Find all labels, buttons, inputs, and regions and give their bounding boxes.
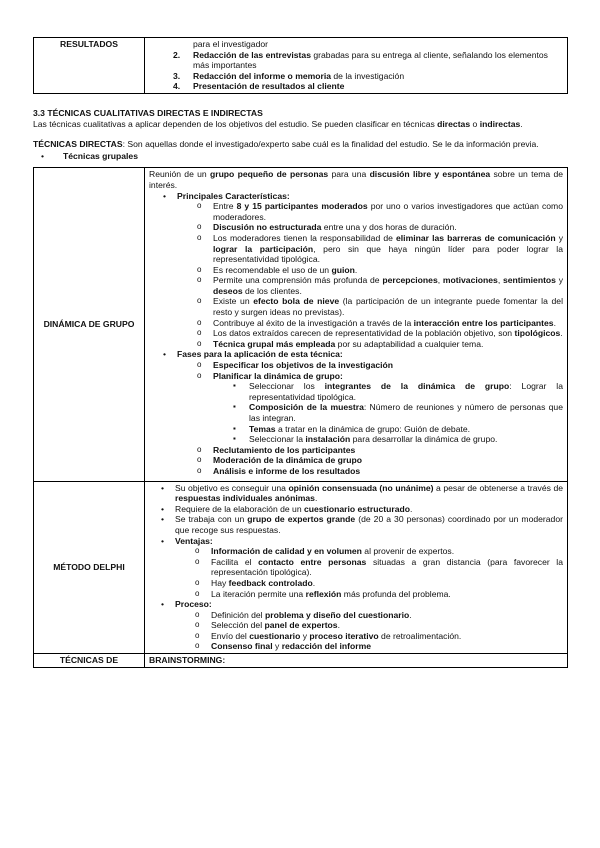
list-item: o Análisis e informe de los resultados	[197, 466, 563, 477]
list-item: o Selección del panel de expertos.	[195, 620, 563, 631]
characteristics-list	[177, 201, 563, 349]
planning-list	[213, 381, 563, 445]
list-item: 2. Redacción de las entrevistas grabadas para su entrega al cliente, señalando los elementos más importantes	[173, 49, 548, 71]
list-item: o Planificar la dinámica de grupo: ▪ Seleccionar los integrantes de la dinámica de grupo: Lograr la representatividad tipológica. ▪ Composición de la muestra: Número de reuniones y número de personas que las integran. ▪ Temas a tratar en la dinámica de grupo: Guión de debate. ▪ Seleccionar la instalación para desarrollar la dinámica de grupo.	[197, 371, 563, 445]
numbered-list	[149, 39, 563, 92]
row-content-brainstorming: BRAINSTORMING:	[145, 654, 568, 668]
row-content-resultados	[145, 38, 568, 94]
list-item: • Requiere de la elaboración de un cuestionario estructurado.	[161, 504, 563, 515]
row-label-resultados: RESULTADOS	[34, 38, 145, 94]
list-item: ▪ Seleccionar los integrantes de la dinámica de grupo: Lograr la representatividad tipológica.	[233, 381, 563, 402]
list-item: o Es recomendable el uso de un guion.	[197, 265, 563, 276]
list-item: • Ventajas: o Información de calidad y en volumen al provenir de expertos. o Facilita el contacto entre personas situadas a gran distancia (para favorecer la representación tipológica). o Hay feedback controlado. o La iteración permite una reflexión más profunda del problema.	[161, 536, 563, 600]
row-content-dinamica	[145, 168, 568, 481]
direct-techniques-paragraph: TÉCNICAS DIRECTAS: Son aquellas donde el investigado/experto sabe cuál es la finalidad del estudio. Se le da información previa.	[33, 139, 539, 150]
document-page	[33, 36, 568, 668]
advantages-list	[175, 546, 563, 599]
list-item: • Principales Características: o Entre 8 y 15 participantes moderados por uno o varios investigadores que actúan como moderadores. o Discusión no estructurada entre una y dos horas de duración. o Los moderadores tienen la responsabilidad de eliminar las barreras de comunicación y lograr la participación, pero sin que haya ningún líder para poder lograr la representatividad tipológica. o Es recomendable el uso de un guion. o Permite una comprensión más profunda de percepciones, motivaciones, sentimientos y deseos de los clientes. o Existe un efecto bola de nieve (la participación de un integrante puede fomentar la del resto y surgen ideas no previstas). o Contribuye al éxito de la investigación a través de la interacción entre los participantes. o Los datos extraídos carecen de representatividad de la población objetivo, son tipológicos. o Técnica grupal más empleada por su adaptabilidad a cualquier tema.	[163, 191, 563, 350]
list-item: ▪ Seleccionar la instalación para desarrollar la dinámica de grupo.	[233, 434, 563, 445]
phases-list	[177, 360, 563, 477]
list-item: o Existe un efecto bola de nieve (la participación de un integrante puede fomentar la del resto y surgen ideas no previstas).	[197, 296, 563, 317]
process-list	[175, 610, 563, 652]
delphi-list	[149, 483, 563, 653]
list-item: o Hay feedback controlado.	[195, 578, 563, 589]
list-item: o Información de calidad y en volumen al provenir de expertos.	[195, 546, 563, 557]
list-item: o Especificar los objetivos de la investigación	[197, 360, 563, 371]
list-item: o La iteración permite una reflexión más profunda del problema.	[195, 589, 563, 600]
list-item: 4. Presentación de resultados al cliente	[173, 81, 345, 92]
list-item: o Técnica grupal más empleada por su adaptabilidad a cualquier tema.	[197, 339, 563, 350]
list-item: o Entre 8 y 15 participantes moderados por uno o varios investigadores que actúan como moderadores.	[197, 201, 563, 222]
list-item: • Su objetivo es conseguir una opinión consensuada (no unánime) a pesar de obtenerse a través de respuestas individuales anónimas.	[161, 483, 563, 504]
list-item: o Discusión no estructurada entre una y dos horas de duración.	[197, 222, 563, 233]
list-item: ▪ Temas a tratar en la dinámica de grupo: Guión de debate.	[233, 424, 563, 435]
dinamica-list	[149, 191, 563, 477]
list-item: • Fases para la aplicación de esta técnica: o Especificar los objetivos de la investigación o Planificar la dinámica de grupo: ▪ Seleccionar los integrantes de la dinámica de grupo: Lograr la representatividad tipológica. ▪ Composición de la muestra: Número de reuniones y número de personas que las integran. ▪ Temas a tratar en la dinámica de grupo: Guión de debate. ▪ Seleccionar la instalación para desarrollar la dinámica de grupo. o Reclutamiento de los participantes o Moderación de la dinámica de grupo o Análisis e informe de los resultados	[163, 349, 563, 476]
row-content-delphi	[145, 481, 568, 654]
list-item: o Definición del problema y diseño del cuestionario.	[195, 610, 563, 621]
list-item: • Se trabaja con un grupo de expertos grande (de 20 a 30 personas) coordinado por un moderador que recoge sus respuestas.	[161, 514, 563, 535]
techniques-table	[33, 167, 568, 667]
row-label-delphi: MÉTODO DELPHI	[34, 481, 145, 654]
list-item: • Técnicas grupales	[41, 151, 568, 162]
list-item: o Moderación de la dinámica de grupo	[197, 455, 563, 466]
row-label-tecnicas-de: TÉCNICAS DE	[34, 654, 145, 668]
row-label-dinamica: DINÁMICA DE GRUPO	[34, 168, 145, 481]
list-item: o Contribuye al éxito de la investigación a través de la interacción entre los participantes.	[197, 318, 563, 329]
table-row	[34, 654, 568, 668]
list-item: o Permite una comprensión más profunda de percepciones, motivaciones, sentimientos y deseos de los clientes.	[197, 275, 563, 296]
table-row	[34, 481, 568, 654]
list-item: • Proceso: o Definición del problema y diseño del cuestionario. o Selección del panel de expertos. o Envío del cuestionario y proceso iterativo de retroalimentación. o Consenso final y redacción del informe	[161, 599, 563, 652]
list-item: o Los datos extraídos carecen de representatividad de la población objetivo, son tipológicos.	[197, 328, 563, 339]
list-item: o Los moderadores tienen la responsabilidad de eliminar las barreras de comunicación y lograr la participación, pero sin que haya ningún líder para poder lograr la representatividad tipológica.	[197, 233, 563, 265]
list-item: para el investigador	[193, 39, 269, 49]
list-item: o Consenso final y redacción del informe	[195, 641, 563, 652]
dinamica-intro: Reunión de un grupo pequeño de personas para una discusión libre y espontánea sobre un tema de interés.	[149, 169, 564, 190]
table-row	[34, 38, 568, 94]
list-item: ▪ Composición de la muestra: Número de reuniones y número de personas que las integran.	[233, 402, 563, 423]
list-item: o Facilita el contacto entre personas situadas a gran distancia (para favorecer la representación tipológica).	[195, 557, 563, 578]
list-item: o Envío del cuestionario y proceso iterativo de retroalimentación.	[195, 631, 563, 642]
table-row	[34, 168, 568, 481]
results-table	[33, 37, 568, 94]
group-techniques-bullet	[33, 151, 568, 162]
list-item: o Reclutamiento de los participantes	[197, 445, 563, 456]
list-item: 3. Redacción del informe o memoria de la investigación	[173, 70, 405, 81]
section-heading: 3.3 TÉCNICAS CUALITATIVAS DIRECTAS E INDIRECTAS	[33, 107, 263, 118]
section-intro: Las técnicas cualitativas a aplicar dependen de los objetivos del estudio. Se pueden clasificar en técnicas directas o indirectas.	[33, 118, 523, 129]
